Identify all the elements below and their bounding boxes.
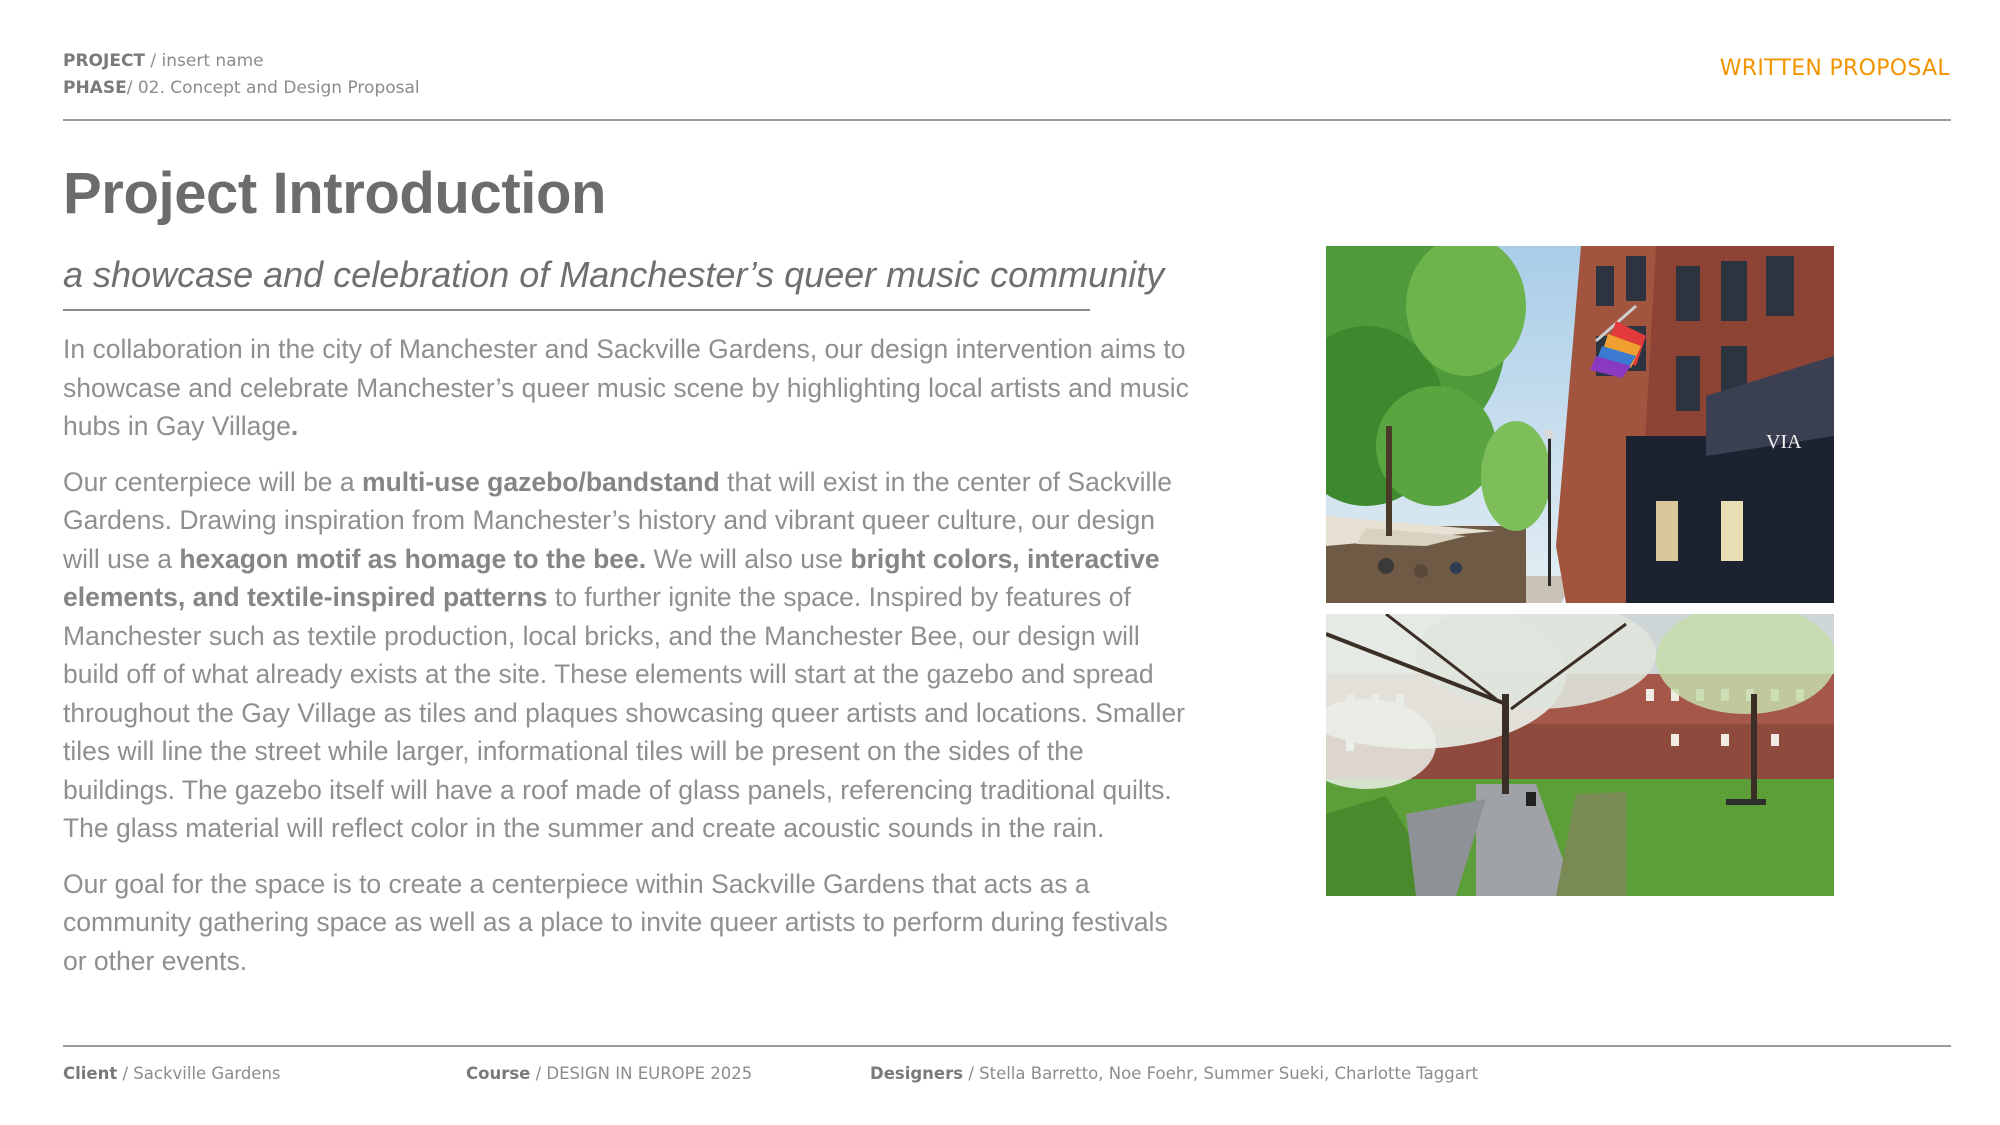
section-tag: WRITTEN PROPOSAL [1719,56,1950,81]
p2-b: multi-use gazebo/bandstand [362,466,720,497]
p2-d: hexagon motif as homage to the bee. [179,543,647,574]
project-meta [63,48,420,102]
client-value: / Sackville Gardens [117,1064,281,1083]
footer-divider [63,1045,1951,1047]
phase-label: PHASE [63,78,127,98]
footer-designers [870,1064,1478,1083]
paragraph-centerpiece [63,463,1193,848]
p2-a: Our centerpiece will be a [63,466,363,497]
designers-label: Designers [870,1064,964,1083]
client-label: Client [63,1064,118,1083]
course-label: Course [466,1064,531,1083]
paragraph-goal: Our goal for the space is to create a centerpiece within Sackville Gardens that acts as a community gathering space as well as a place to invite queer artists to perform during festivals or other events. [63,868,1168,976]
p2-f: bright colors, interactive elements, and textile-inspired patterns [63,543,1160,612]
p2-c: that will exist in the center of Sackville Gardens. Drawing inspiration from Manchester’s history and vibrant queer culture, our design will use a [63,466,1172,574]
p2-g: to further ignite the space. Inspired by features of Manchester such as textile production, local bricks, and the Manchester Bee, our design will build off of what already exists at the site. These elements will start at the gazebo and spread throughout the Gay Village as tiles and plaques showcasing queer artists and locations. Smaller tiles will line the street while larger, informational tiles will be present on the sides of the buildings. The gazebo itself will have a roof made of glass panels, referencing traditional quilts. The glass material will reflect color in the summer and create acoustic sounds in the rain. [63,582,1186,843]
p1-period: . [290,411,299,441]
sackville-gardens-photo [1326,614,1834,896]
p1-text: In collaboration in the city of Manchester and Sackville Gardens, our design intervention aims to showcase and celebrate Manchester’s queer music scene by highlighting local artists and music hubs in Gay Village [63,334,1189,441]
course-value: / DESIGN IN EUROPE 2025 [530,1064,753,1083]
paragraph-intro [63,330,1193,446]
header-divider [63,119,1951,121]
via-sign: VIA [1766,431,1802,453]
body-text [63,330,1193,997]
canal-street-photo [1326,246,1834,603]
designers-value: / Stella Barretto, Noe Foehr, Summer Sueki, Charlotte Taggart [963,1064,1479,1083]
footer-client [63,1064,281,1083]
p2-e: We will also use [646,543,851,574]
subtitle-underline [63,309,1090,311]
page-subtitle: a showcase and celebration of Manchester’s queer music community [63,254,1165,295]
footer-course [466,1064,752,1083]
phase-value: / 02. Concept and Design Proposal [126,78,420,98]
phase-line [63,75,420,102]
page-title: Project Introduction [63,161,607,226]
project-label: PROJECT [63,51,146,71]
project-value: / insert name [145,51,264,71]
project-line [63,48,420,75]
